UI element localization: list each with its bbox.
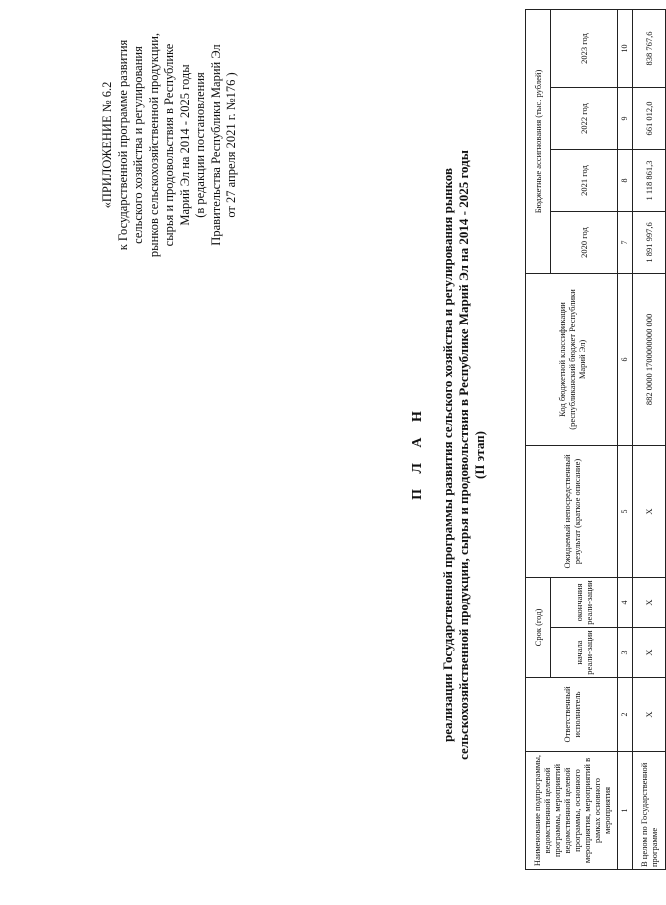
appendix-block [100, 25, 240, 265]
header-year-2020: 2020 год [551, 211, 618, 273]
cell-result: X [633, 445, 666, 577]
column-number: 5 [618, 445, 633, 577]
appendix-line: к Государственной программе развития [115, 39, 130, 251]
cell-name: В целом по Государственной программе [633, 752, 666, 870]
table-row [633, 9, 666, 869]
plan-subtitle-line: (II этап) [472, 431, 487, 480]
cell-2021: 1 118 861,3 [633, 149, 666, 211]
column-number: 3 [618, 628, 633, 678]
cell-executor: X [633, 678, 666, 752]
cell-end: X [633, 577, 666, 627]
appendix-line: Правительства Республики Марий Эл [208, 44, 223, 246]
cell-code: 882 0000 1700000000 000 [633, 273, 666, 445]
header-year-2022: 2022 год [551, 87, 618, 149]
column-number: 1 [618, 752, 633, 870]
plan-subtitle [440, 95, 488, 815]
appendix-line: «ПРИЛОЖЕНИЕ № 6.2 [100, 81, 114, 209]
appendix-line: сырья и продовольствия в Республике [162, 43, 176, 247]
plan-subtitle-line: сельскохозяйственной продукции, сырья и продовольствия в Республике Марий Эл на 2014 - 2025 годы [456, 150, 471, 760]
plan-subtitle-line: реализации Государственной программы развития сельского хозяйства и регулирования рынков [440, 168, 455, 742]
column-number: 10 [618, 9, 633, 87]
column-number: 4 [618, 577, 633, 627]
cell-2022: 661 012,0 [633, 87, 666, 149]
cell-2020: 1 891 997,6 [633, 211, 666, 273]
cell-2023: 838 767,6 [633, 9, 666, 87]
column-number: 2 [618, 678, 633, 752]
header-budget: Бюджетные ассигнования (тыс. рублей) [526, 9, 551, 273]
column-number: 7 [618, 211, 633, 273]
plan-table [525, 9, 666, 870]
cell-start: X [633, 628, 666, 678]
header-year-2021: 2021 год [551, 149, 618, 211]
header-code: Код бюджетной классификации (республиканский бюджет Республики Марий Эл) [526, 273, 618, 445]
appendix-line: сельского хозяйства и регулирования [131, 46, 145, 244]
appendix-line: рынков сельскохозяйственной продукции, [146, 32, 161, 258]
header-term-end: окончания реали-зации [551, 577, 618, 627]
header-year-2023: 2023 год [551, 9, 618, 87]
column-number: 8 [618, 149, 633, 211]
column-number: 6 [618, 273, 633, 445]
column-number: 9 [618, 87, 633, 149]
header-term: Срок (год) [526, 577, 551, 677]
appendix-line: Марий Эл на 2014 - 2025 годы [177, 64, 192, 226]
header-executor: Ответственный исполнитель [526, 678, 618, 752]
appendix-line: (в редакции постановления [193, 72, 207, 218]
column-number-row [618, 9, 633, 869]
header-term-start: начала реали-зации [551, 628, 618, 678]
plan-title: П Л А Н [410, 405, 425, 500]
appendix-line: от 27 апреля 2021 г. №176 ) [224, 72, 238, 218]
header-name: Наименование подпрограммы, ведомственной целевой программы, мероприятий ведомственной целевой программы, основного мероприятия, мероприятий в рамках основного мероприятия [526, 752, 618, 870]
header-result: Ожидаемый непосредственный результат (краткое описание) [526, 445, 618, 577]
